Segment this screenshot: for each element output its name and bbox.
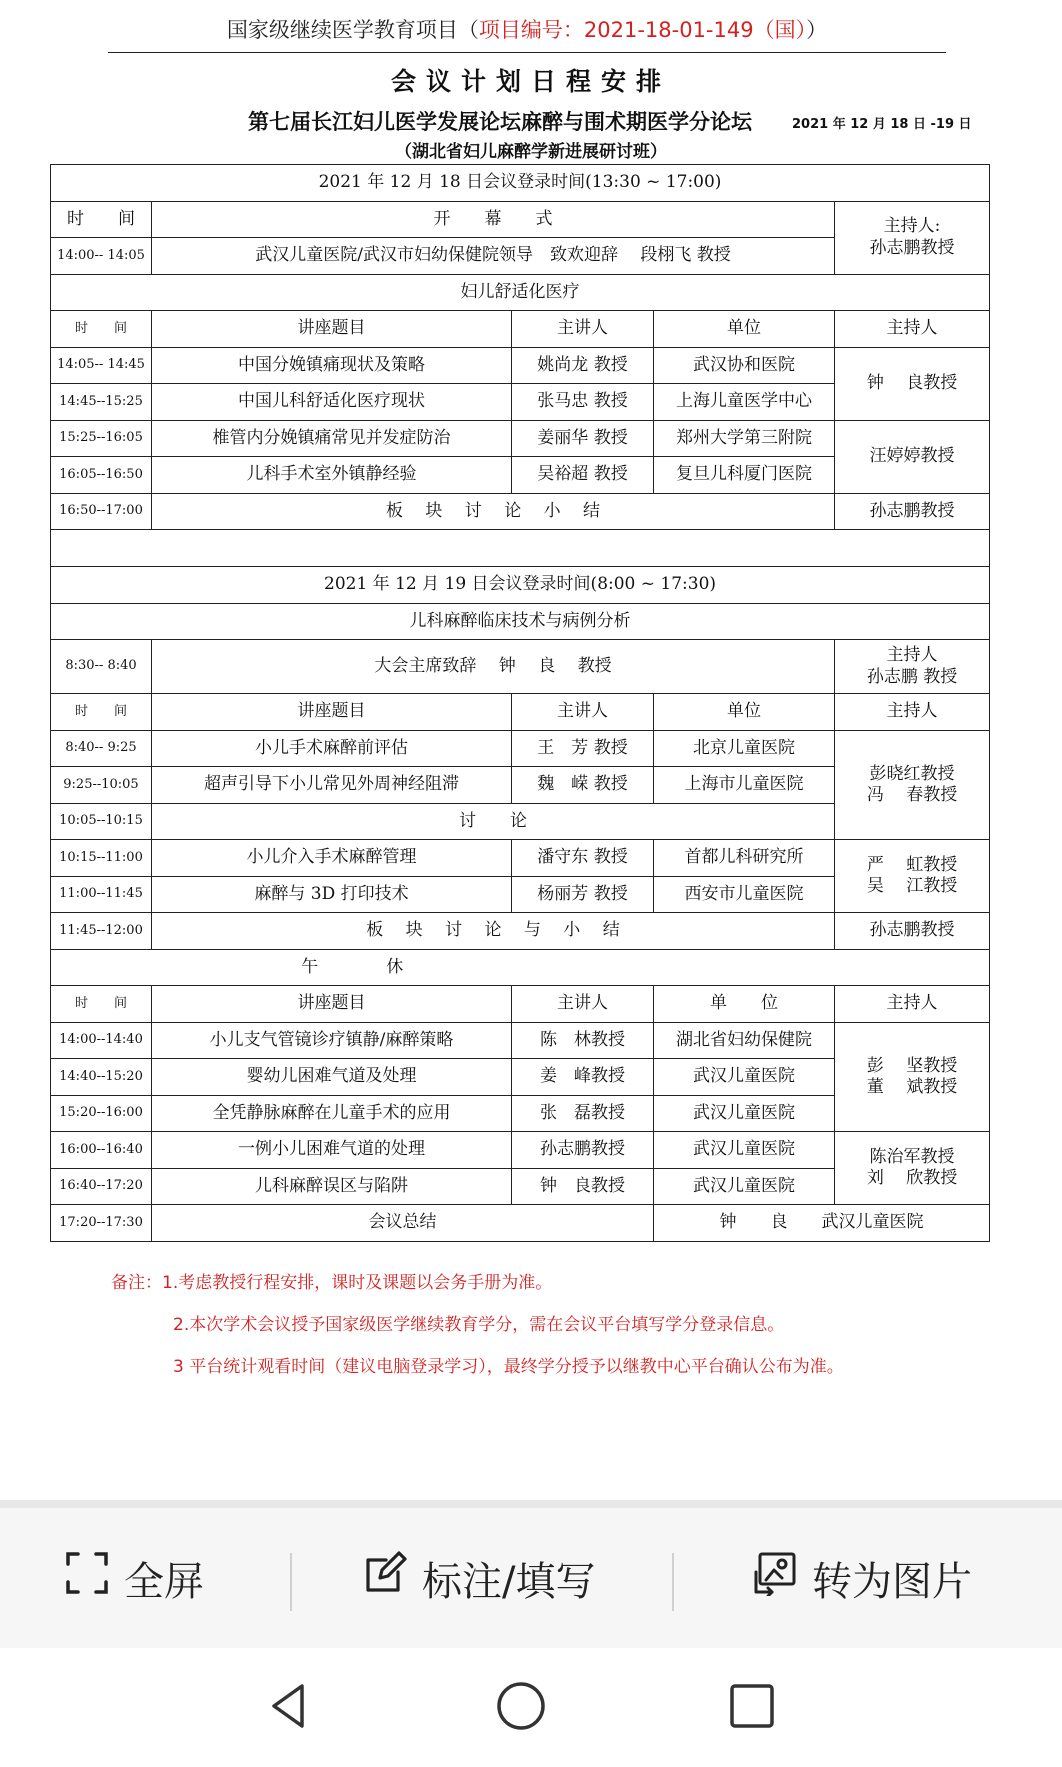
banner-row	[51, 567, 990, 604]
opening-host: 主持人: 孙志鹏教授	[835, 201, 990, 274]
home-icon	[493, 1678, 549, 1738]
time-cell: 14:45--15:25	[51, 384, 152, 421]
col-header: 主持人	[835, 986, 990, 1023]
annotate-label: 标注/填写	[422, 1558, 596, 1605]
speaker-cell: 王 芳 教授	[512, 730, 654, 767]
speaker-cell: 钟 良教授	[512, 1168, 654, 1205]
table-row	[51, 347, 990, 384]
speaker-cell: 张 磊教授	[512, 1095, 654, 1132]
table-row	[51, 420, 990, 457]
speaker-cell: 孙志鹏教授	[512, 1132, 654, 1169]
opening-title: 开 幕 式	[152, 201, 835, 238]
host-cell: 彭晓红教授 冯 春教授	[835, 730, 990, 840]
toolbar-separator	[290, 1553, 292, 1611]
host-cell: 钟 良教授	[835, 347, 990, 420]
break-row	[51, 949, 990, 986]
project-prefix: 国家级继续医学教育项目（	[226, 18, 479, 42]
time-cell: 11:00--11:45	[51, 876, 152, 913]
annotate-button[interactable]	[362, 1508, 595, 1648]
col-header: 讲座题目	[152, 986, 512, 1023]
note-2: 2.本次学术会议授予国家级医学继续教育学分，需在会议平台填写学分登录信息。	[173, 1315, 785, 1335]
toolbar-divider	[0, 1500, 1062, 1508]
table-row	[51, 201, 990, 238]
unit-cell: 武汉儿童医院	[654, 1168, 835, 1205]
time-cell: 17:20--17:30	[51, 1205, 152, 1242]
col-header: 主讲人	[512, 694, 654, 731]
time-cell: 15:25--16:05	[51, 420, 152, 457]
topic-cell: 一例小儿困难气道的处理	[152, 1132, 512, 1169]
col-header: 讲座题目	[152, 694, 512, 731]
schedule-table	[50, 164, 990, 1242]
unit-cell: 北京儿童医院	[654, 730, 835, 767]
table-row	[51, 1132, 990, 1169]
back-icon	[262, 1678, 318, 1738]
speaker-cell: 杨丽芳 教授	[512, 876, 654, 913]
topic-cell: 麻醉与 3D 打印技术	[152, 876, 512, 913]
back-button[interactable]	[260, 1678, 320, 1738]
project-line	[108, 14, 946, 53]
time-cell: 14:00--14:40	[51, 1022, 152, 1059]
bottom-toolbar	[0, 1508, 1062, 1648]
toolbar-separator	[672, 1553, 674, 1611]
page-title: 会议计划日程安排	[390, 67, 671, 96]
topic-cell: 中国分娩镇痛现状及策略	[152, 347, 512, 384]
col-header: 主持人	[835, 311, 990, 348]
system-nav-bar	[0, 1648, 1062, 1767]
closing-row	[51, 1205, 990, 1242]
to-image-button[interactable]	[752, 1508, 972, 1648]
fullscreen-button[interactable]	[64, 1508, 204, 1648]
summary-title: 板 块 讨 论 小 结	[152, 493, 835, 530]
opening-content: 大会主席致辞 钟 良 教授	[152, 640, 835, 694]
time-cell: 16:50--17:00	[51, 493, 152, 530]
table-row	[51, 1022, 990, 1059]
unit-cell: 复旦儿科厦门医院	[654, 457, 835, 494]
host-cell: 彭 坚教授 董 斌教授	[835, 1022, 990, 1132]
day1-banner: 2021 年 12 月 18 日会议登录时间(13:30 ~ 17:00)	[51, 165, 990, 202]
section-title: 妇儿舒适化医疗	[51, 274, 990, 311]
topic-cell: 椎管内分娩镇痛常见并发症防治	[152, 420, 512, 457]
to-image-label: 转为图片	[812, 1558, 972, 1605]
unit-cell: 上海儿童医学中心	[654, 384, 835, 421]
time-cell: 9:25--10:05	[51, 767, 152, 804]
forum-subtitle: （湖北省妇儿麻醉学新进展研讨班）	[395, 142, 667, 162]
table-row	[51, 730, 990, 767]
speaker-cell: 姜丽华 教授	[512, 420, 654, 457]
topic-cell: 小儿支气管镜诊疗镇静/麻醉策略	[152, 1022, 512, 1059]
host-cell: 陈治军教授 刘 欣教授	[835, 1132, 990, 1205]
time-cell: 10:15--11:00	[51, 840, 152, 877]
table-row	[51, 840, 990, 877]
topic-cell: 小儿手术麻醉前评估	[152, 730, 512, 767]
header-row	[51, 694, 990, 731]
closing-title: 会议总结	[152, 1205, 654, 1242]
lunch-break: 午 休	[51, 949, 654, 986]
topic-cell: 婴幼儿困难气道及处理	[152, 1059, 512, 1096]
speaker-cell: 张马忠 教授	[512, 384, 654, 421]
time-cell: 16:40--17:20	[51, 1168, 152, 1205]
topic-cell: 儿科麻醉误区与陷阱	[152, 1168, 512, 1205]
topic-cell: 超声引导下小儿常见外周神经阻滞	[152, 767, 512, 804]
unit-cell: 武汉儿童医院	[654, 1095, 835, 1132]
recents-icon	[724, 1678, 780, 1738]
speaker-cell: 吴裕超 教授	[512, 457, 654, 494]
col-header: 时 间	[51, 694, 152, 731]
discussion-title: 讨 论	[152, 803, 835, 840]
time-cell: 16:05--16:50	[51, 457, 152, 494]
blank-row	[51, 530, 990, 567]
fullscreen-label: 全屏	[124, 1558, 204, 1605]
speaker-cell: 姜 峰教授	[512, 1059, 654, 1096]
host-cell: 严 虹教授 吴 江教授	[835, 840, 990, 913]
header-row	[51, 311, 990, 348]
unit-cell: 武汉协和医院	[654, 347, 835, 384]
time-cell: 8:40-- 9:25	[51, 730, 152, 767]
summary-row	[51, 493, 990, 530]
time-cell: 11:45--12:00	[51, 913, 152, 950]
closing-speaker: 钟 良 武汉儿童医院	[654, 1205, 990, 1242]
time-cell: 8:30-- 8:40	[51, 640, 152, 694]
unit-cell: 首都儿科研究所	[654, 840, 835, 877]
note-3: 3 平台统计观看时间（建议电脑登录学习），最终学分授予以继教中心平台确认公布为准。	[173, 1357, 844, 1377]
host-cell: 汪婷婷教授	[835, 420, 990, 493]
table-row	[51, 640, 990, 694]
time-header: 时 间	[51, 201, 152, 238]
header-row	[51, 986, 990, 1023]
unit-cell: 武汉儿童医院	[654, 1059, 835, 1096]
topic-cell: 中国儿科舒适化医疗现状	[152, 384, 512, 421]
time-cell: 14:05-- 14:45	[51, 347, 152, 384]
recents-button[interactable]	[722, 1678, 782, 1738]
col-header: 时 间	[51, 986, 152, 1023]
opening-host: 主持人 孙志鹏 教授	[835, 640, 990, 694]
time-cell: 15:20--16:00	[51, 1095, 152, 1132]
unit-cell: 湖北省妇幼保健院	[654, 1022, 835, 1059]
section-title: 儿科麻醉临床技术与病例分析	[51, 603, 990, 640]
section-row	[51, 274, 990, 311]
forum-title: 第七届长江妇儿医学发展论坛麻醉与围术期医学分论坛	[248, 110, 752, 134]
topic-cell: 小儿介入手术麻醉管理	[152, 840, 512, 877]
col-header: 单位	[654, 694, 835, 731]
project-suffix: ）	[806, 18, 828, 42]
host-cell: 孙志鹏教授	[835, 493, 990, 530]
unit-cell: 上海市儿童医院	[654, 767, 835, 804]
spacer-row	[51, 530, 990, 567]
col-header: 主讲人	[512, 311, 654, 348]
home-button[interactable]	[491, 1678, 551, 1738]
unit-cell: 郑州大学第三附院	[654, 420, 835, 457]
day2-banner: 2021 年 12 月 19 日会议登录时间(8:00 ~ 17:30)	[51, 567, 990, 604]
speaker-cell: 潘守东 教授	[512, 840, 654, 877]
unit-cell: 武汉儿童医院	[654, 1132, 835, 1169]
time-cell: 14:00-- 14:05	[51, 238, 152, 275]
project-code: 项目编号：2021-18-01-149（国）	[478, 18, 807, 42]
forum-date: 2021 年 12 月 18 日 -19 日	[792, 117, 972, 132]
opening-content: 武汉儿童医院/武汉市妇幼保健院领导 致欢迎辞 段栩飞 教授	[152, 238, 835, 275]
speaker-cell: 魏 嵘 教授	[512, 767, 654, 804]
unit-cell: 西安市儿童医院	[654, 876, 835, 913]
col-header: 主讲人	[512, 986, 654, 1023]
lunch-break-spacer	[654, 949, 990, 986]
time-cell: 14:40--15:20	[51, 1059, 152, 1096]
fullscreen-icon	[64, 1550, 110, 1606]
col-header: 主持人	[835, 694, 990, 731]
edit-icon	[362, 1550, 408, 1606]
speaker-cell: 陈 林教授	[512, 1022, 654, 1059]
topic-cell: 全凭静脉麻醉在儿童手术的应用	[152, 1095, 512, 1132]
col-header: 时 间	[51, 311, 152, 348]
image-convert-icon	[752, 1550, 798, 1606]
col-header: 单位	[654, 311, 835, 348]
summary-title: 板 块 讨 论 与 小 结	[152, 913, 835, 950]
time-cell: 10:05--10:15	[51, 803, 152, 840]
col-header: 讲座题目	[152, 311, 512, 348]
col-header: 单 位	[654, 986, 835, 1023]
banner-row	[51, 165, 990, 202]
time-cell: 16:00--16:40	[51, 1132, 152, 1169]
host-cell: 孙志鹏教授	[835, 913, 990, 950]
speaker-cell: 姚尚龙 教授	[512, 347, 654, 384]
summary-row	[51, 913, 990, 950]
note-1: 备注：1.考虑教授行程安排，课时及课题以会务手册为准。	[111, 1273, 553, 1293]
topic-cell: 儿科手术室外镇静经验	[152, 457, 512, 494]
section-row	[51, 603, 990, 640]
